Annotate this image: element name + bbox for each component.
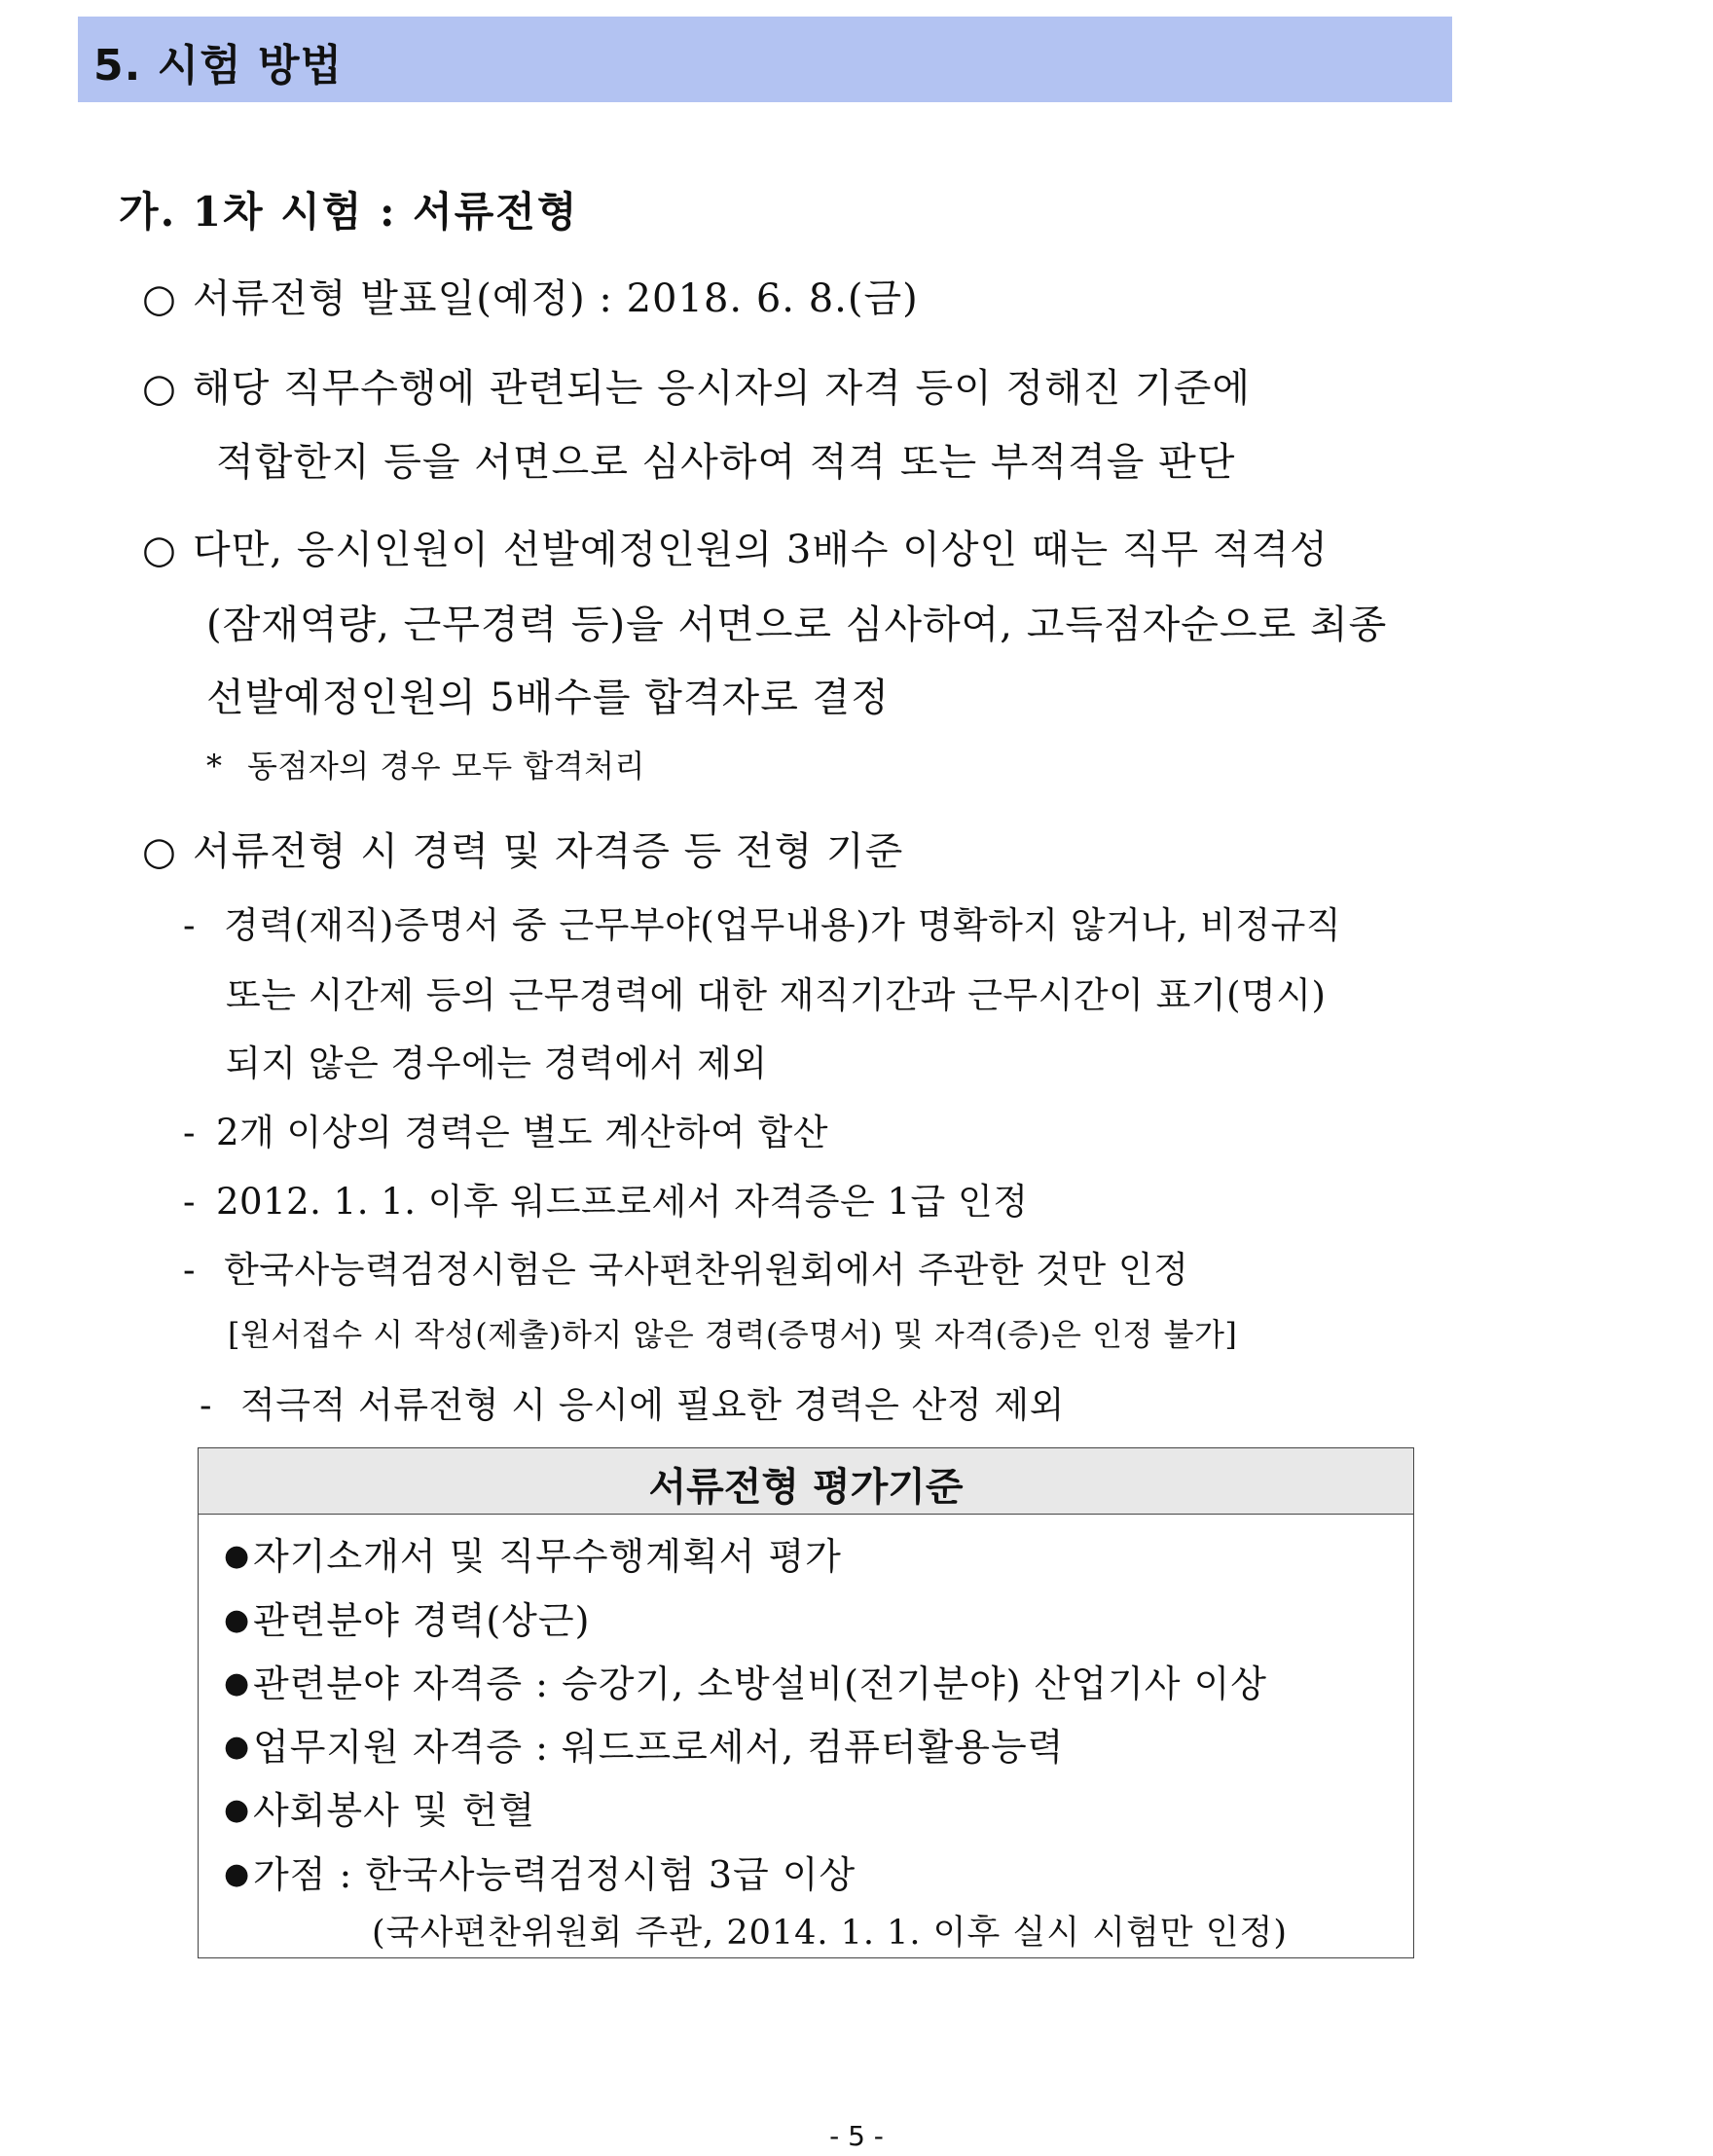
detail-history-exam: [183, 1240, 1188, 1293]
subsection-title: 가. 1차 시험 : 서류전형: [119, 188, 579, 236]
circle-mark: ○: [142, 276, 177, 321]
dash-mark: -: [200, 1384, 213, 1426]
detail-experience: [183, 895, 1341, 948]
circle-mark: ○: [142, 528, 177, 572]
criteria-item: [224, 1780, 535, 1834]
detail-note: [원서접수 시 작성(제출)하지 않은 경력(증명서) 및 자격(증)은 인정 불가]: [228, 1316, 1238, 1353]
box-title: 서류전형 평가기준: [648, 1465, 964, 1510]
item-standards: [142, 821, 903, 876]
criteria-item: [224, 1654, 1267, 1707]
circle-mark: ○: [142, 366, 177, 411]
criteria-item: [224, 1845, 856, 1898]
dash-mark: -: [183, 1249, 197, 1291]
detail-sum: [183, 1103, 828, 1155]
item-text: 서류전형 발표일(예정) : 2018. 6. 8.(금): [193, 276, 919, 321]
item-text: 서류전형 시 경력 및 자격증 등 전형 기준: [193, 829, 904, 874]
criteria-item: [224, 1590, 590, 1644]
bullet-mark: ●: [224, 1666, 251, 1700]
detail-text: 경력(재직)증명서 중 근무부야(업무내용)가 명확하지 않거나, 비정규직: [224, 904, 1342, 946]
section-header: [78, 17, 1452, 102]
circle-mark: ○: [142, 829, 177, 874]
detail-exclusion: [200, 1375, 1065, 1428]
criteria-text: 사회봉사 및 헌혈: [253, 1789, 536, 1832]
asterisk-mark: *: [206, 748, 223, 785]
note-text: 동점자의 경우 모두 합격처리: [247, 748, 645, 785]
detail-text-continued: 되지 않은 경우에는 경력에서 제외: [226, 1042, 768, 1084]
dash-mark: -: [183, 904, 197, 946]
item-text-continued: 적합한지 등을 서면으로 심사하여 적격 또는 부적격을 판단: [216, 440, 1236, 485]
criteria-text: 자기소개서 및 직무수행계획서 평가: [253, 1535, 842, 1578]
page-number: - 5 -: [829, 2120, 884, 2152]
item-text: 다만, 응시인원이 선발예정인원의 3배수 이상인 때는 직무 적격성: [193, 528, 1329, 572]
detail-text: 적극적 서류전형 시 응시에 필요한 경력은 산정 제외: [240, 1384, 1065, 1426]
detail-text: 한국사능력검정시험은 국사편찬위원회에서 주관한 것만 인정: [224, 1249, 1189, 1291]
item-multiple: [142, 519, 1329, 574]
item-text-continued: 선발예정인원의 5배수를 합격자로 결정: [206, 676, 890, 720]
bullet-mark: ●: [224, 1603, 251, 1637]
bullet-mark: ●: [224, 1539, 251, 1573]
evaluation-criteria-box: [198, 1447, 1414, 1958]
detail-wordprocessor: [183, 1172, 1029, 1224]
criteria-text: 업무지원 자격증 : 워드프로세서, 컴퓨터활용능력: [253, 1726, 1065, 1769]
detail-text-continued: 또는 시간제 등의 근무경력에 대한 재직기간과 근무시간이 표기(명시): [226, 974, 1327, 1016]
criteria-text: 가점 : 한국사능력검정시험 3급 이상: [253, 1853, 856, 1896]
bullet-mark: ●: [224, 1857, 251, 1891]
tie-note: [206, 742, 645, 786]
bullet-mark: ●: [224, 1793, 251, 1827]
criteria-item: [224, 1717, 1064, 1771]
section-title: 5. 시험 방법: [93, 41, 343, 91]
dash-mark: -: [183, 1181, 197, 1223]
item-criteria: [142, 357, 1251, 413]
criteria-item: [224, 1526, 842, 1580]
box-header: [199, 1448, 1413, 1515]
item-release-date: [142, 268, 919, 323]
detail-text: 2012. 1. 1. 이후 워드프로세서 자격증은 1급 인정: [216, 1181, 1029, 1223]
item-text-continued: (잠재역량, 근무경력 등)을 서면으로 심사하여, 고득점자순으로 최종: [206, 603, 1388, 647]
dash-mark: -: [183, 1112, 197, 1153]
item-text: 해당 직무수행에 관련되는 응시자의 자격 등이 정해진 기준에: [193, 366, 1252, 411]
criteria-text: 관련분야 경력(상근): [253, 1599, 591, 1642]
criteria-note: (국사편찬위원회 주관, 2014. 1. 1. 이후 실시 시험만 인정): [372, 1914, 1289, 1953]
criteria-text: 관련분야 자격증 : 승강기, 소방설비(전기분야) 산업기사 이상: [253, 1663, 1268, 1705]
detail-text: 2개 이상의 경력은 별도 계산하여 합산: [216, 1112, 828, 1153]
bullet-mark: ●: [224, 1730, 251, 1764]
